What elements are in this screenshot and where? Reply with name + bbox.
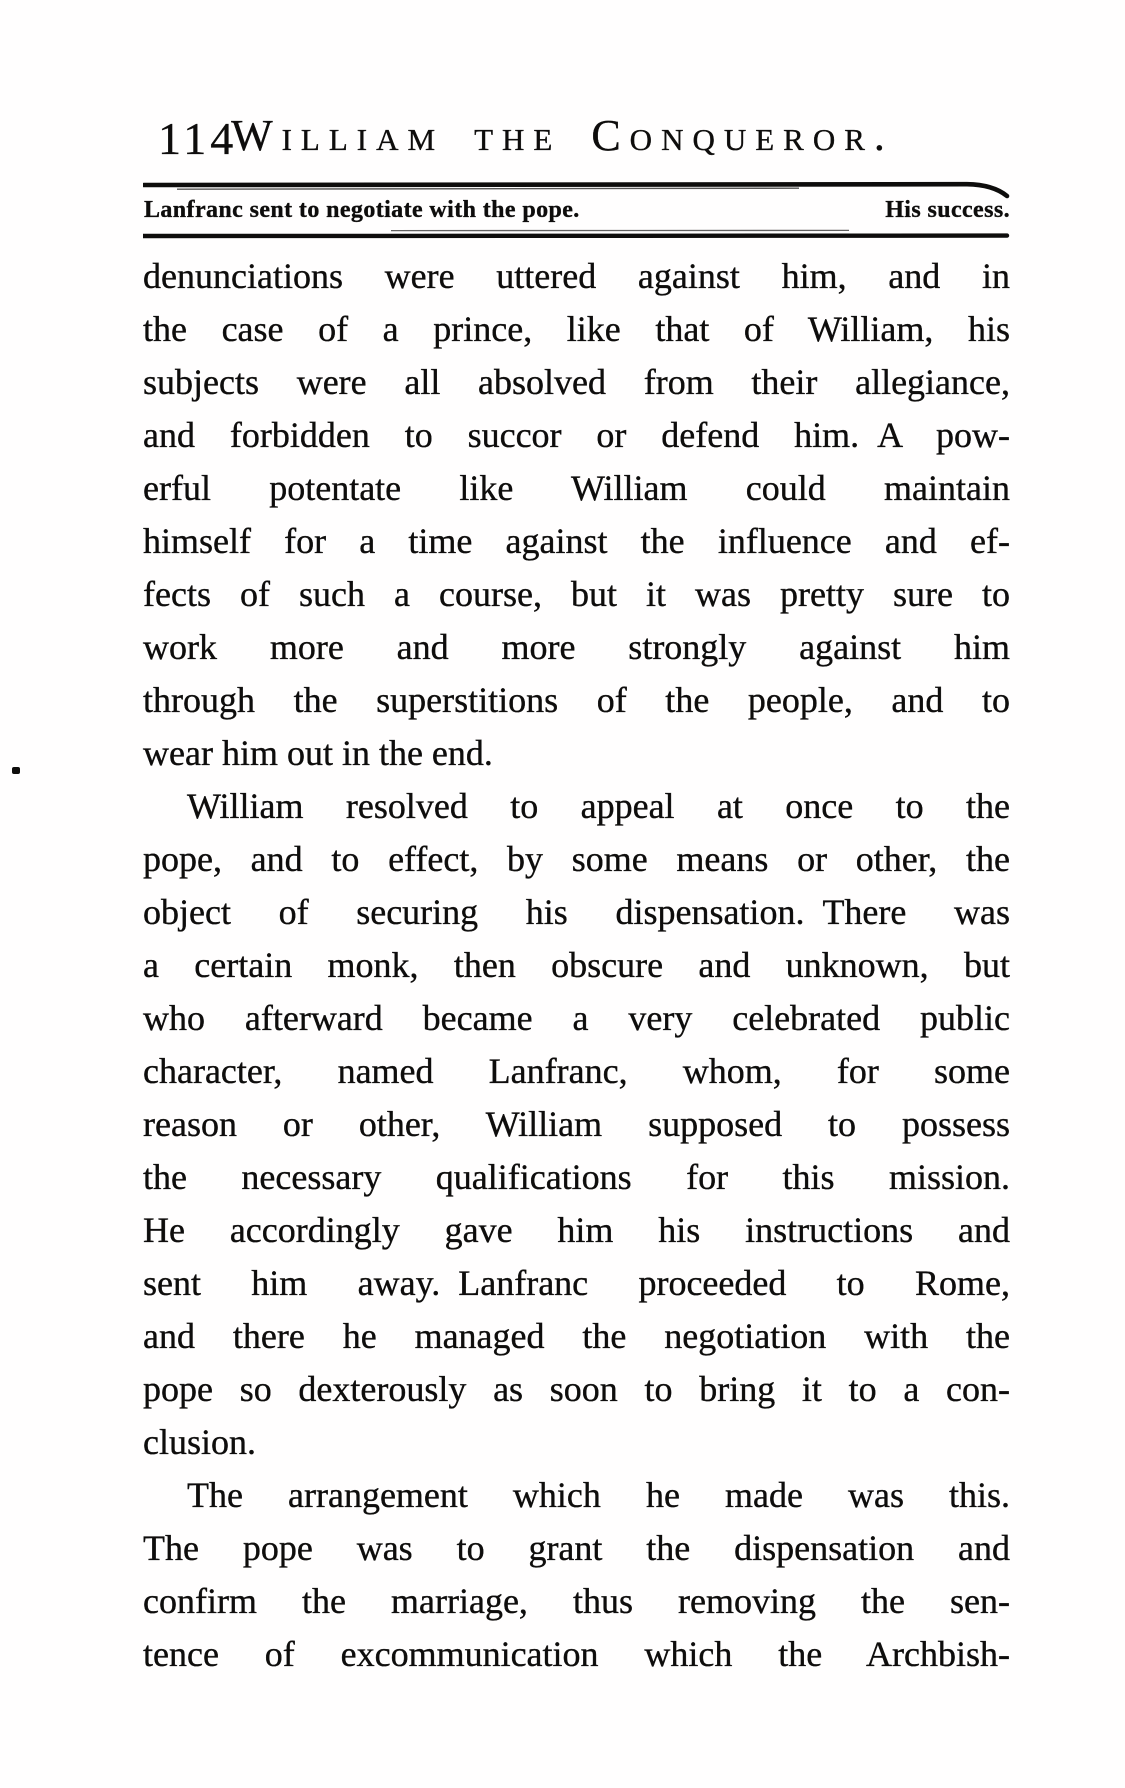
- running-title: William the Conqueror.: [231, 111, 894, 160]
- text-line: himself for a time against the influence and ef-: [143, 521, 1010, 561]
- ink-speck: [12, 767, 20, 774]
- body-text: [143, 250, 1010, 1681]
- text-line: erful potentate like William could maintain: [143, 468, 1010, 508]
- text-line: The arrangement which he made was this.: [187, 1475, 1010, 1515]
- text-line: a certain monk, then obscure and unknown, but: [143, 945, 1010, 985]
- text-line: work more and more strongly against him: [143, 627, 1010, 667]
- text-line: confirm the marriage, thus removing the sen-: [143, 1581, 1010, 1621]
- text-line: through the superstitions of the people, and to: [143, 680, 1010, 720]
- text-line: William resolved to appeal at once to the: [187, 786, 1010, 826]
- text-line: The pope was to grant the dispensation and: [143, 1528, 1010, 1568]
- text-line: He accordingly gave him his instructions and: [143, 1210, 1010, 1250]
- text-line: pope, and to effect, by some means or other, the: [143, 839, 1010, 879]
- text-line: denunciations were uttered against him, and in: [143, 256, 1010, 296]
- text-line: who afterward became a very celebrated public: [143, 998, 1010, 1038]
- text-line: the necessary qualifications for this mission.: [143, 1157, 1010, 1197]
- page-number: 114: [158, 113, 238, 164]
- header-rule-bottom: [143, 229, 1018, 241]
- text-line: and there he managed the negotiation with the: [143, 1316, 1010, 1356]
- header-right-caption: His success.: [885, 197, 1010, 223]
- text-line: pope so dexterously as soon to bring it to a con-: [143, 1369, 1010, 1409]
- header-left-caption: Lanfranc sent to negotiate with the pope.: [144, 197, 580, 223]
- text-line: object of securing his dispensation. There was: [143, 892, 1010, 932]
- text-line: the case of a prince, like that of William, his: [143, 309, 1010, 349]
- text-line: subjects were all absolved from their allegiance,: [143, 362, 1010, 402]
- text-line: clusion.: [143, 1422, 256, 1462]
- text-line: tence of excommunication which the Archbish-: [143, 1634, 1010, 1674]
- text-line: and forbidden to succor or defend him. A pow-: [143, 415, 1010, 455]
- text-line: sent him away. Lanfranc proceeded to Rome,: [143, 1263, 1010, 1303]
- text-line: character, named Lanfranc, whom, for some: [143, 1051, 1010, 1091]
- text-line: fects of such a course, but it was pretty sure to: [143, 574, 1010, 614]
- text-line: wear him out in the end.: [143, 733, 493, 773]
- text-line: reason or other, William supposed to possess: [143, 1104, 1010, 1144]
